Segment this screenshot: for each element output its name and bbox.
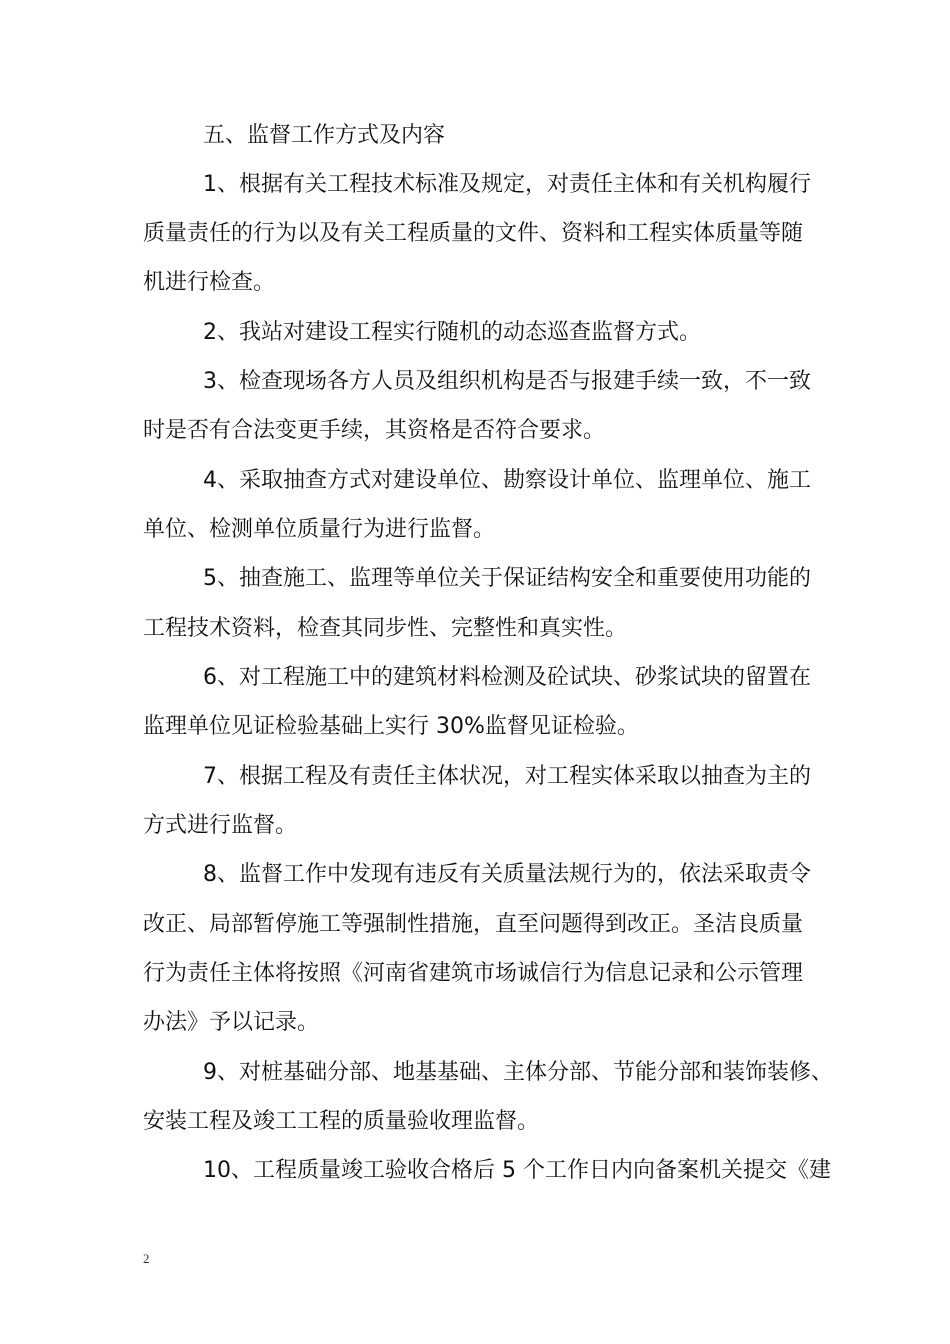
paragraph-2-line-1: 2、我站对建设工程实行随机的动态巡查监督方式。 (203, 320, 701, 345)
paragraph-7-line-2: 方式进行监督。 (143, 813, 298, 838)
paragraph-7-line-1: 7、根据工程及有责任主体状况，对工程实体采取以抽查为主的 (203, 764, 811, 789)
page-number: 2 (143, 1251, 150, 1266)
paragraph-4-line-2: 单位、检测单位质量行为进行监督。 (143, 517, 496, 542)
paragraph-9-line-1: 9、对桩基础分部、地基基础、主体分部、节能分部和装饰装修、 (203, 1060, 833, 1085)
paragraph-3-line-1: 3、检查现场各方人员及组织机构是否与报建手续一致，不一致 (203, 369, 811, 394)
paragraph-6-line-1: 6、对工程施工中的建筑材料检测及砼试块、砂浆试块的留置在 (203, 665, 811, 690)
paragraph-5-line-1: 5、抽查施工、监理等单位关于保证结构安全和重要使用功能的 (203, 566, 811, 591)
paragraph-1-line-1: 1、根据有关工程技术标准及规定，对责任主体和有关机构履行 (203, 172, 811, 197)
paragraph-4-line-1: 4、采取抽查方式对建设单位、勘察设计单位、监理单位、施工 (203, 468, 811, 493)
paragraph-1-line-2: 质量责任的行为以及有关工程质量的文件、资料和工程实体质量等随 (143, 221, 804, 246)
paragraph-1-line-3: 机进行检查。 (143, 270, 276, 295)
paragraph-10-line-1: 10、工程质量竣工验收合格后 5 个工作日内向备案机关提交《建 (203, 1158, 831, 1183)
paragraph-8-line-3: 行为责任主体将按照《河南省建筑市场诚信行为信息记录和公示管理 (143, 961, 804, 986)
paragraph-8-line-4: 办法》予以记录。 (143, 1010, 320, 1035)
section-heading: 五、监督工作方式及内容 (203, 123, 446, 148)
paragraph-5-line-2: 工程技术资料，检查其同步性、完整性和真实性。 (143, 616, 628, 641)
paragraph-8-line-1: 8、监督工作中发现有违反有关质量法规行为的，依法采取责令 (203, 862, 811, 887)
paragraph-3-line-2: 时是否有合法变更手续，其资格是否符合要求。 (143, 418, 606, 443)
paragraph-9-line-2: 安装工程及竣工工程的质量验收理监督。 (143, 1109, 540, 1134)
paragraph-6-line-2: 监理单位见证检验基础上实行 30%监督见证检验。 (143, 714, 639, 739)
paragraph-8-line-2: 改正、局部暂停施工等强制性措施，直至问题得到改正。圣洁良质量 (143, 912, 804, 937)
